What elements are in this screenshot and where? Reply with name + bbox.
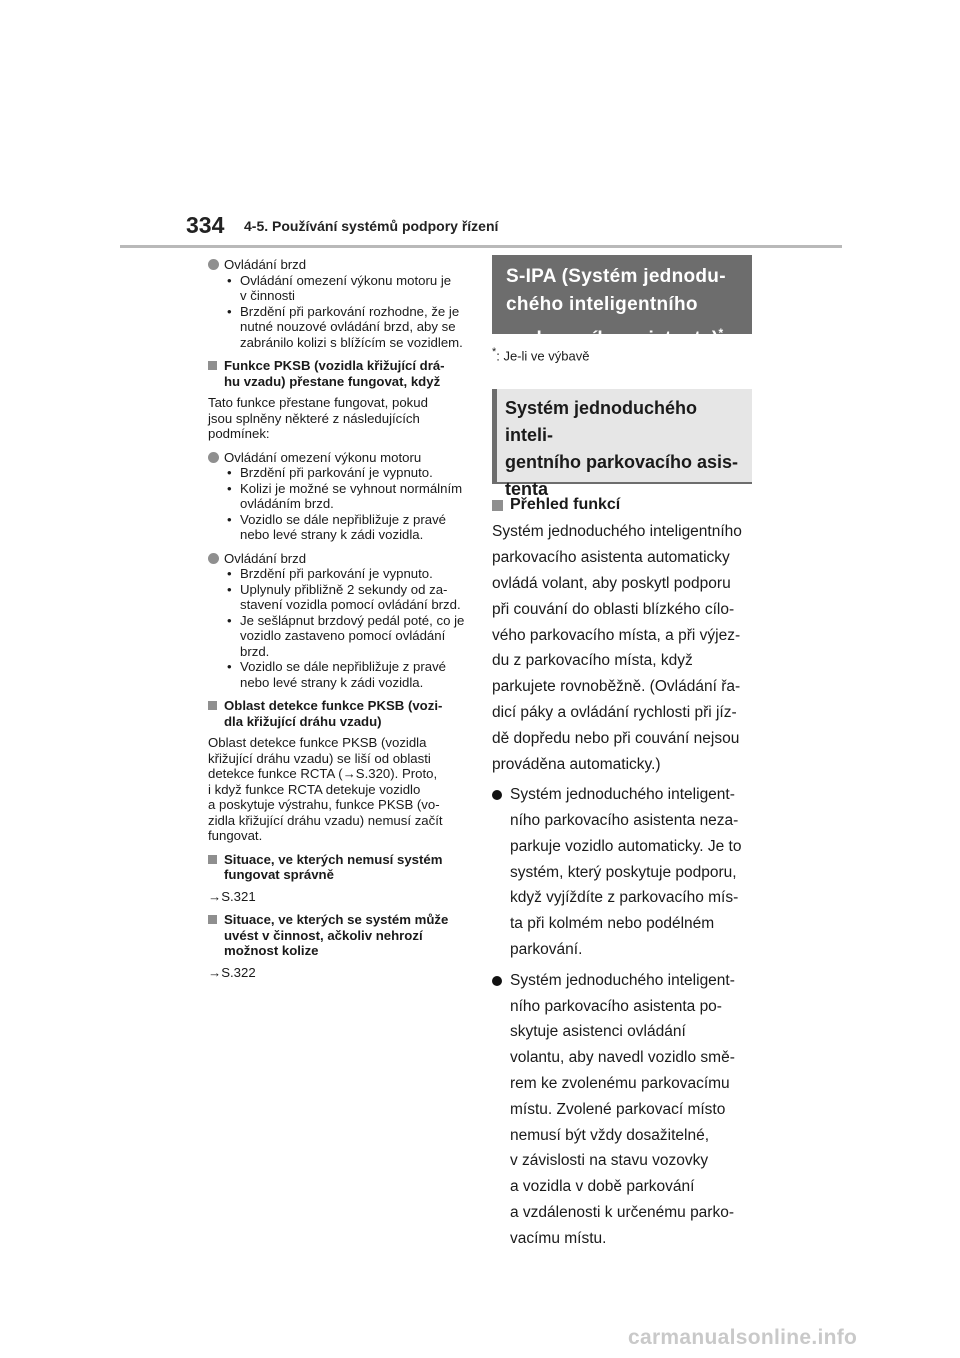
footnote-marker: *	[718, 326, 724, 340]
paragraph: Systém jednoduchého inteligentního parkovacího asistenta automaticky ovládá volant, aby poskytl podporu při couvání do oblasti blízkého cílo- vého parkovacího místa, a při výjez- du z parkovacího místa, když parkujete rovnoběžně. (Ovládání řa- dicí páky a ovládání rychlosti při jíz- dě dopředu nebo při couvání nejsou prováděna automaticky.)	[492, 523, 742, 773]
list-item: • Vozidlo se dále nepřibližuje z pravé nebo levé strany k zádi vozidla.	[227, 511, 446, 542]
list-item: • Brzdění při parkování rozhodne, že je nutné nouzové ovládání brzd, aby se zabránilo kolizi s blížícím se vozidlem.	[227, 303, 463, 350]
condition-group-engine	[208, 450, 470, 543]
list-item: • Brzdění při parkování je vypnuto.	[227, 566, 433, 581]
circle-bullet-icon	[208, 259, 219, 270]
section-title: 4-5. Používání systémů podpory řízení	[244, 218, 499, 234]
list-item: Systém jednoduchého inteligent- ního parkovacího asistenta po- skytuje asistenci ovládání volantu, aby navedl vozidlo smě- rem ke zvolenému parkovacímu místu. Zvolené parkovací místo nemusí být vždy dosažitelné, v závislosti na stavu vozovky a vozidla v době parkování a vzdálenosti k určenému parko- vacímu místu.	[492, 968, 752, 1252]
paragraph: Oblast detekce funkce PKSB (vozidla křižující dráhu vzadu) se liší od oblasti detekce funkce RCTA (→S.320). Proto, i když funkce RCTA detekuje vozidlo a poskytuje výstrahu, funkce PKSB (vo- zidla křižující dráhu vzadu) nemusí začít fungovat.	[208, 735, 443, 843]
list-item: • Vozidlo se dále nepřibližuje z pravé nebo levé strany k zádi vozidla.	[227, 659, 446, 690]
page-reference-link[interactable]: →S.321	[208, 888, 256, 904]
subsection-heading: Přehled funkcí	[492, 496, 752, 514]
chapter-title-box: S-IPA (Systém jednodu- chého inteligentního parkovacího asistenta)*	[492, 255, 752, 334]
section-title-box: Systém jednoduchého inteli- gentního parkovacího asis- tenta	[492, 389, 752, 484]
condition-group-brakes-2	[208, 551, 470, 691]
list-item: Systém jednoduchého inteligent- ního parkovacího asistenta neza- parkuje vozidlo automaticky. Je to systém, který poskytuje podporu, když vyjíždíte z parkovacího mís- ta při kolmém nebo podélném parkování.	[492, 782, 752, 963]
filled-circle-bullet-icon	[492, 790, 502, 800]
group-title: Ovládání omezení výkonu motoru	[224, 449, 422, 465]
subsection-heading: Situace, ve kterých nemusí systém fungovat správně	[208, 852, 470, 883]
subsection-heading: Oblast detekce funkce PKSB (vozi- dla křižující dráhu vzadu)	[208, 698, 470, 729]
circle-bullet-icon	[208, 452, 219, 463]
page-number: 334	[186, 212, 225, 238]
list-item: • Brzdění při parkování je vypnuto.	[227, 465, 433, 480]
list-item: • Je sešlápnut brzdový pedál poté, co je vozidlo zastaveno pomocí ovládání brzd.	[227, 612, 465, 659]
footnote: *: Je-li ve výbavě	[492, 346, 590, 364]
page-header	[0, 0, 960, 250]
subsection-heading: Funkce PKSB (vozidla křižující drá- hu vzadu) přestane fungovat, když	[208, 358, 470, 389]
square-bullet-icon	[208, 361, 217, 370]
header-divider	[120, 245, 842, 248]
watermark: carmanualsonline.info	[628, 1326, 858, 1349]
subsection-heading: Situace, ve kterých se systém může uvést v činnost, ačkoliv nehrozí možnost kolize	[208, 912, 470, 959]
right-column	[492, 255, 752, 1257]
paragraph: Tato funkce přestane fungovat, pokud jsou splněny některé z následujících podmínek:	[208, 395, 428, 441]
square-bullet-icon	[208, 915, 217, 924]
list-item: • Kolizi je možné se vyhnout normálním ovládáním brzd.	[227, 480, 463, 511]
circle-bullet-icon	[208, 553, 219, 564]
group-title: Ovládání brzd	[224, 257, 307, 272]
filled-circle-bullet-icon	[492, 976, 502, 986]
group-title: Ovládání brzd	[224, 550, 307, 566]
list-item: • Ovládání omezení výkonu motoru je v činnosti	[227, 272, 452, 303]
square-bullet-icon	[208, 855, 217, 864]
condition-group-brakes	[208, 257, 470, 350]
list-item: • Uplynuly přibližně 2 sekundy od za- stavení vozidla pomocí ovládání brzd.	[227, 581, 461, 612]
square-bullet-icon	[492, 500, 503, 511]
page-reference-link[interactable]: →S.322	[208, 964, 256, 980]
square-bullet-icon	[208, 701, 217, 710]
left-column	[208, 257, 470, 988]
